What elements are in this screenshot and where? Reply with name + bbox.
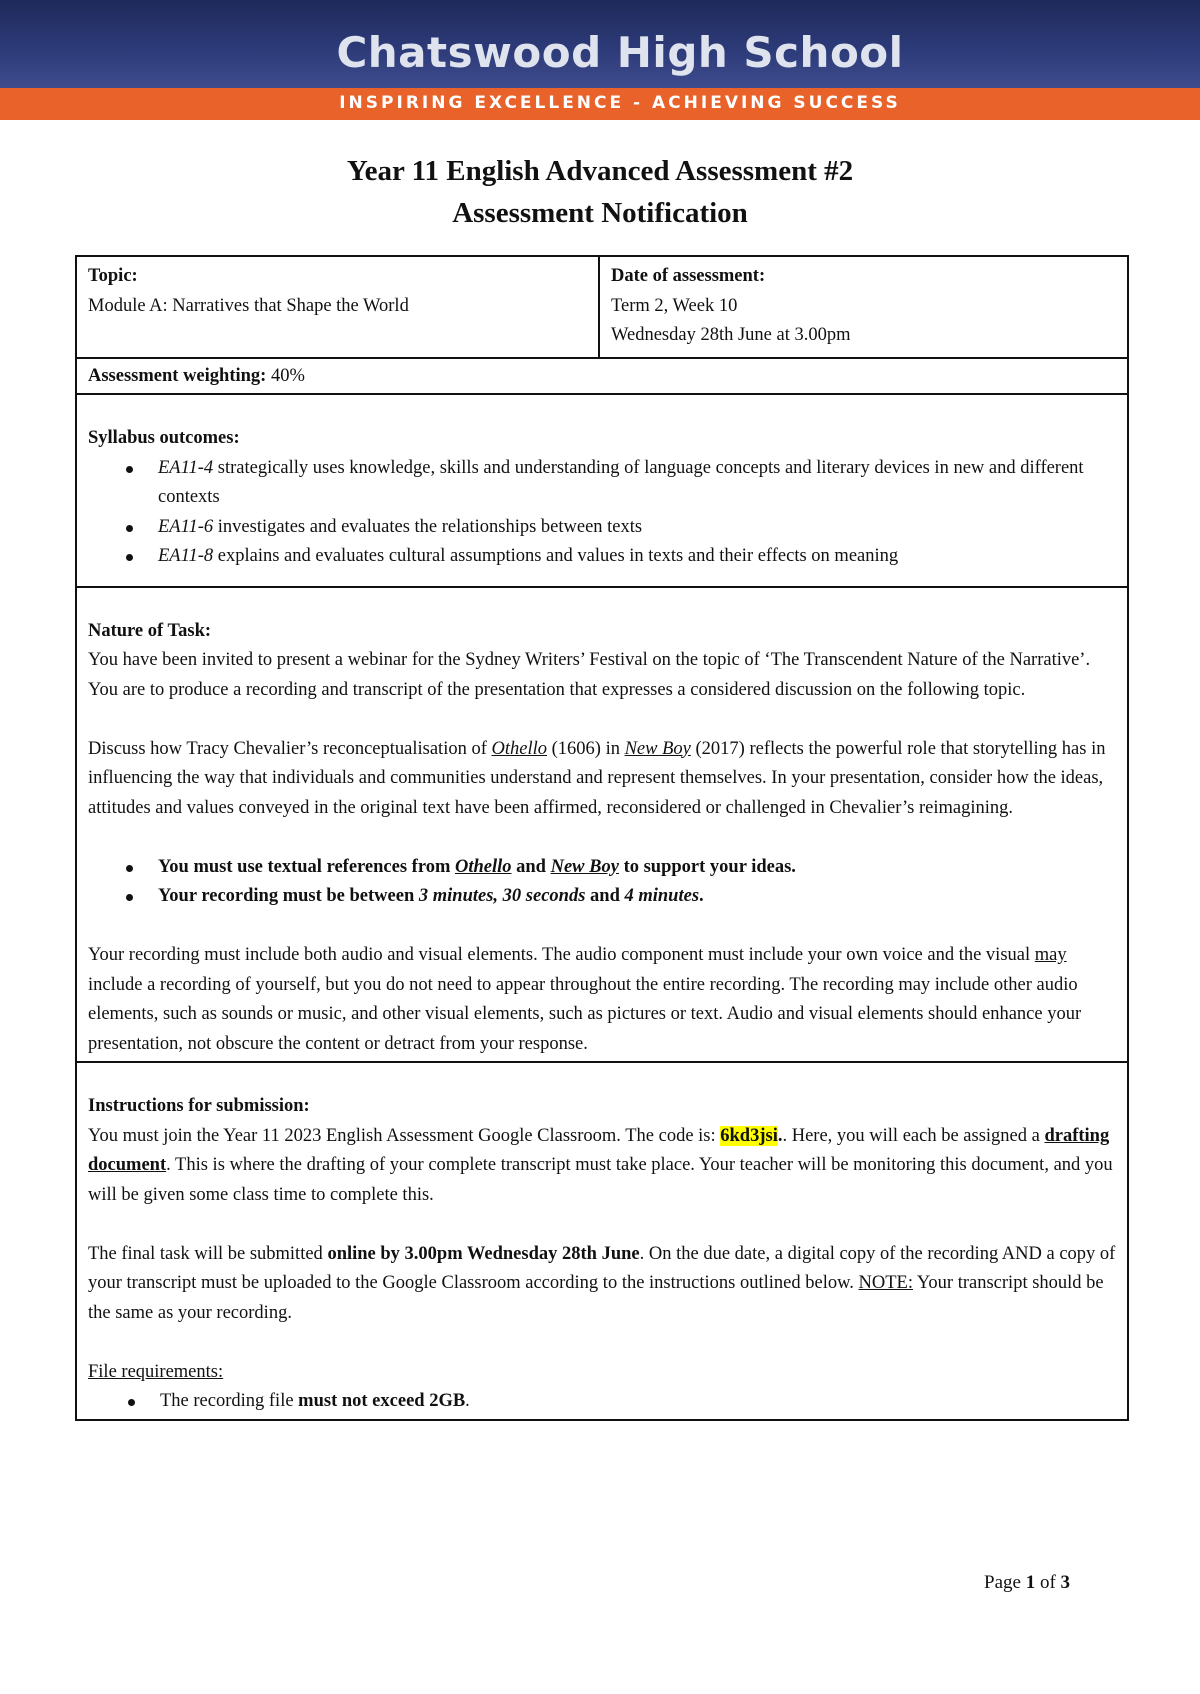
- school-tagline: INSPIRING EXCELLENCE - ACHIEVING SUCCESS: [339, 93, 901, 113]
- date-cell: [600, 257, 1127, 357]
- outcome-code: EA11-6: [158, 516, 214, 537]
- file-requirements-label: File requirements:: [88, 1361, 224, 1382]
- paragraph-text: . This is where the drafting of your complete transcript must take place. Your teacher will be monitoring this document, and you will be given some class time to complete this.: [88, 1155, 1113, 1205]
- requirement-item: [126, 853, 1116, 883]
- size-limit: must not exceed 2GB: [298, 1391, 466, 1411]
- file-requirements-list: [128, 1387, 1116, 1417]
- paragraph-text: include a recording of yourself, but you do not need to appear throughout the entire recording. The recording may include other audio elements, such as sounds or music, and other visual elements, such as pictures or text. Audio and visual elements should enhance your presentation, not obscure the content or detract from your response.: [88, 974, 1082, 1054]
- due-date: online by 3.00pm Wednesday 28th June: [327, 1243, 640, 1264]
- date-line-1: Term 2, Week 10: [611, 295, 738, 316]
- header-banner: [0, 0, 1200, 120]
- duration-max: 4 minutes: [624, 886, 700, 906]
- nature-question: [88, 735, 1116, 824]
- total-pages: 3: [1060, 1572, 1071, 1593]
- underlined-word: may: [1034, 945, 1067, 965]
- submission-label: Instructions for submission:: [88, 1096, 310, 1116]
- outcome-text: strategically uses knowledge, skills and understanding of language concepts and literary devices in new and different contexts: [158, 457, 1084, 507]
- text-title-new-boy: New Boy: [550, 856, 619, 877]
- outcome-text: explains and evaluates cultural assumptions and values in texts and their effects on meaning: [213, 546, 899, 566]
- nature-elements-paragraph: [88, 941, 1116, 1059]
- submission-paragraph-2: [88, 1240, 1116, 1329]
- topic-value: Module A: Narratives that Shape the World: [88, 295, 409, 316]
- requirement-text: to support your ideas.: [618, 856, 796, 877]
- outcome-item: [126, 454, 1116, 513]
- outcomes-label: Syllabus outcomes:: [88, 428, 240, 448]
- title-line-2: Assessment Notification: [452, 197, 748, 229]
- nature-intro: You have been invited to present a webinar for the Sydney Writers’ Festival on the topic of ‘The Transcendent Nature of the Narrative’. You are to produce a recording and transcript of the presentation that expresses a considered discussion on the following topic.: [88, 650, 1091, 700]
- note-label: NOTE:: [858, 1273, 913, 1293]
- topic-cell: [77, 257, 600, 357]
- duration-min: 3 minutes, 30 seconds: [418, 886, 586, 906]
- requirement-item: [126, 882, 1116, 912]
- paragraph-text: . Here, you will each be assigned a: [782, 1125, 1045, 1146]
- outcome-item: [126, 542, 1116, 572]
- text-title-othello: Othello: [454, 856, 512, 877]
- school-name: Chatswood High School: [336, 28, 904, 77]
- outcome-text: investigates and evaluates the relationships between texts: [213, 516, 643, 537]
- question-text: (1606) in: [547, 738, 625, 759]
- outcome-item: [126, 513, 1116, 543]
- outcome-code: EA11-4: [158, 457, 214, 478]
- outcomes-row: [77, 393, 1127, 586]
- question-text: (2017) reflects the powerful role that storytelling has in influencing the way that individuals and communities understand and represent themselves. In your presentation, consider how the ideas, attitudes and values conveyed in the original text have been affirmed, reconsidered or challenged in Chevalier’s reimagining.: [88, 738, 1106, 818]
- title-line-1: Year 11 English Advanced Assessment #2: [346, 155, 854, 187]
- classroom-code: 6kd3jsi: [720, 1125, 778, 1146]
- requirement-text: Your recording must be between: [158, 886, 419, 906]
- page-word: Page: [984, 1572, 1026, 1593]
- date-label: Date of assessment:: [611, 266, 766, 286]
- paragraph-text: Your transcript should be the same as your recording.: [88, 1273, 1104, 1323]
- requirement-text: and: [585, 886, 625, 906]
- weighting-row: [77, 357, 1127, 394]
- date-line-2: Wednesday 28th June at 3.00pm: [611, 325, 851, 345]
- file-requirement-item: [128, 1387, 1116, 1417]
- requirement-text: You must use textual references from: [158, 856, 455, 877]
- paragraph-text: You must join the Year 11 2023 English Assessment Google Classroom. The code is:: [88, 1125, 721, 1146]
- topic-date-row: [77, 257, 1127, 357]
- text-title-othello: Othello: [491, 738, 547, 759]
- drafting-document-link[interactable]: drafting document: [88, 1125, 1110, 1175]
- submission-row: [77, 1061, 1127, 1419]
- task-requirements-list: [126, 853, 1116, 912]
- submission-paragraph-1: You must join the Year 11 2023 English Assessment Google Classroom. The code is: 6kd3jsi.. Here, you will each be assigned a drafting document. This is where the drafting of your complete transcript must take place. Your teacher will be monitoring this document, and you will be given some class time to complete this.: [88, 1125, 1113, 1205]
- question-text: Discuss how Tracy Chevalier’s reconceptualisation of: [88, 738, 492, 759]
- paragraph-text: Your recording must include both audio and visual elements. The audio component must include your own voice and the visual: [88, 945, 1035, 965]
- current-page: 1: [1025, 1572, 1036, 1593]
- paragraph-text: The final task will be submitted: [88, 1243, 328, 1264]
- weighting-value: 40%: [266, 365, 305, 386]
- topic-label: Topic:: [88, 266, 138, 286]
- requirement-text: and: [511, 856, 551, 877]
- nature-label: Nature of Task:: [88, 620, 212, 641]
- document-title: [0, 150, 1200, 234]
- weighting-label: Assessment weighting:: [88, 365, 267, 386]
- outcomes-list: [126, 454, 1116, 572]
- of-word: of: [1035, 1572, 1061, 1593]
- nature-row: [77, 586, 1127, 1062]
- requirement-text: .: [465, 1391, 470, 1411]
- requirement-text: The recording file: [160, 1391, 299, 1411]
- assessment-table: [75, 255, 1129, 1421]
- outcome-code: EA11-8: [158, 546, 214, 566]
- page-number: [984, 1572, 1070, 1594]
- text-title-new-boy: New Boy: [624, 738, 691, 759]
- paragraph-text: . On the due date, a digital copy of the recording AND a copy of your transcript must be uploaded to the Google Classroom according to the instructions outlined below.: [88, 1243, 1116, 1293]
- requirement-text: .: [699, 886, 704, 906]
